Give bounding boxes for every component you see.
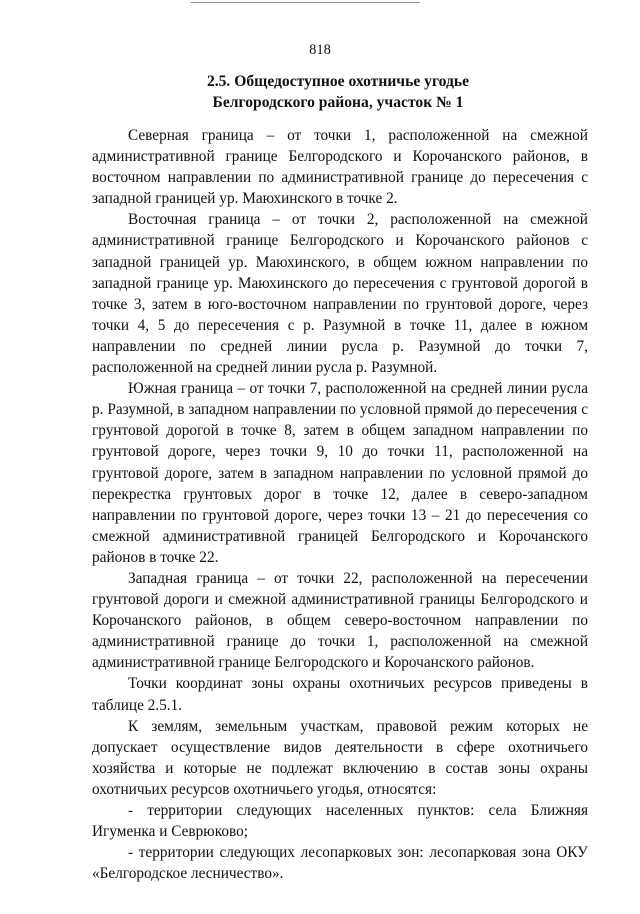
paragraph-west-border: Западная граница – от точки 22, расположенной на пересечении грунтовой дороги и смежной административной границы Белгородского и Корочанского районов, в общем северо-восточном направлении по административной границе до точки 1, расположенной на смежной административной границе Белгородского и Корочанского районов. xyxy=(92,569,588,672)
top-border-line xyxy=(190,2,420,3)
paragraph-south-border: Южная граница – от точки 7, расположенной на средней линии русла р. Разумной, в западном направлении по условной прямой до пересечения с грунтовой дорогой в точке 8, затем в общем западном направлении по грунтовой дороге, через точки 9, 10 до точки 11, расположенной на грунтовой дороге, затем в западном направлении по условной прямой до перекрестка грунтовых дорог в точке 12, далее в северо-западном направлении по грунтовой дороге, через точки 13 – 21 до пересечения со смежной административной границей Белгородского и Корочанского районов в точке 22. xyxy=(92,380,588,566)
paragraph-excluded-lands: К землям, земельным участкам, правовой режим которых не допускает осуществление видов деятельности в сфере охотничьего хозяйства и которые не подлежат включению в состав зоны охраны охотничьих ресурсов охотничьего угодья, относятся: xyxy=(92,717,588,798)
paragraph-north-border: Северная граница – от точки 1, расположенной на смежной административной границе Белгородского и Корочанского районов, в восточном направлении по административной границе до пересечения с западной границей ур. Маюхинского в точке 2. xyxy=(92,127,588,208)
paragraph-coordinates-reference: Точки координат зоны охраны охотничьих ресурсов приведены в таблице 2.5.1. xyxy=(92,675,588,714)
page-number: 818 xyxy=(309,42,331,58)
list-item-forest-park-zones: - территории следующих лесопарковых зон: лесопарковая зона ОКУ «Белгородское лесничество». xyxy=(92,844,588,883)
section-title-line-1: 2.5. Общедоступное охотничье угодье xyxy=(206,73,470,90)
paragraph-east-border: Восточная граница – от точки 2, расположенной на смежной административной границе Белгородского и Корочанского районов с западной границей ур. Маюхинского, в общем южном направлении по западной границе ур. Маюхинского до пересечения с грунтовой дорогой в точке 3, затем в юго-восточном направлении по грунтовой дороге, через точки 4, 5 до пересечения с р. Разумной в точке 11, далее в южном направлении по средней линии русла р. Разумной до точки 7, расположенной на средней линии русла р. Разумной. xyxy=(92,211,588,377)
list-item-settlements: - территории следующих населенных пунктов: села Ближняя Игуменка и Севрюково; xyxy=(92,802,588,841)
section-title xyxy=(88,71,588,113)
section-title-line-2: Белгородского района, участок № 1 xyxy=(212,94,464,111)
document-body xyxy=(92,125,588,884)
